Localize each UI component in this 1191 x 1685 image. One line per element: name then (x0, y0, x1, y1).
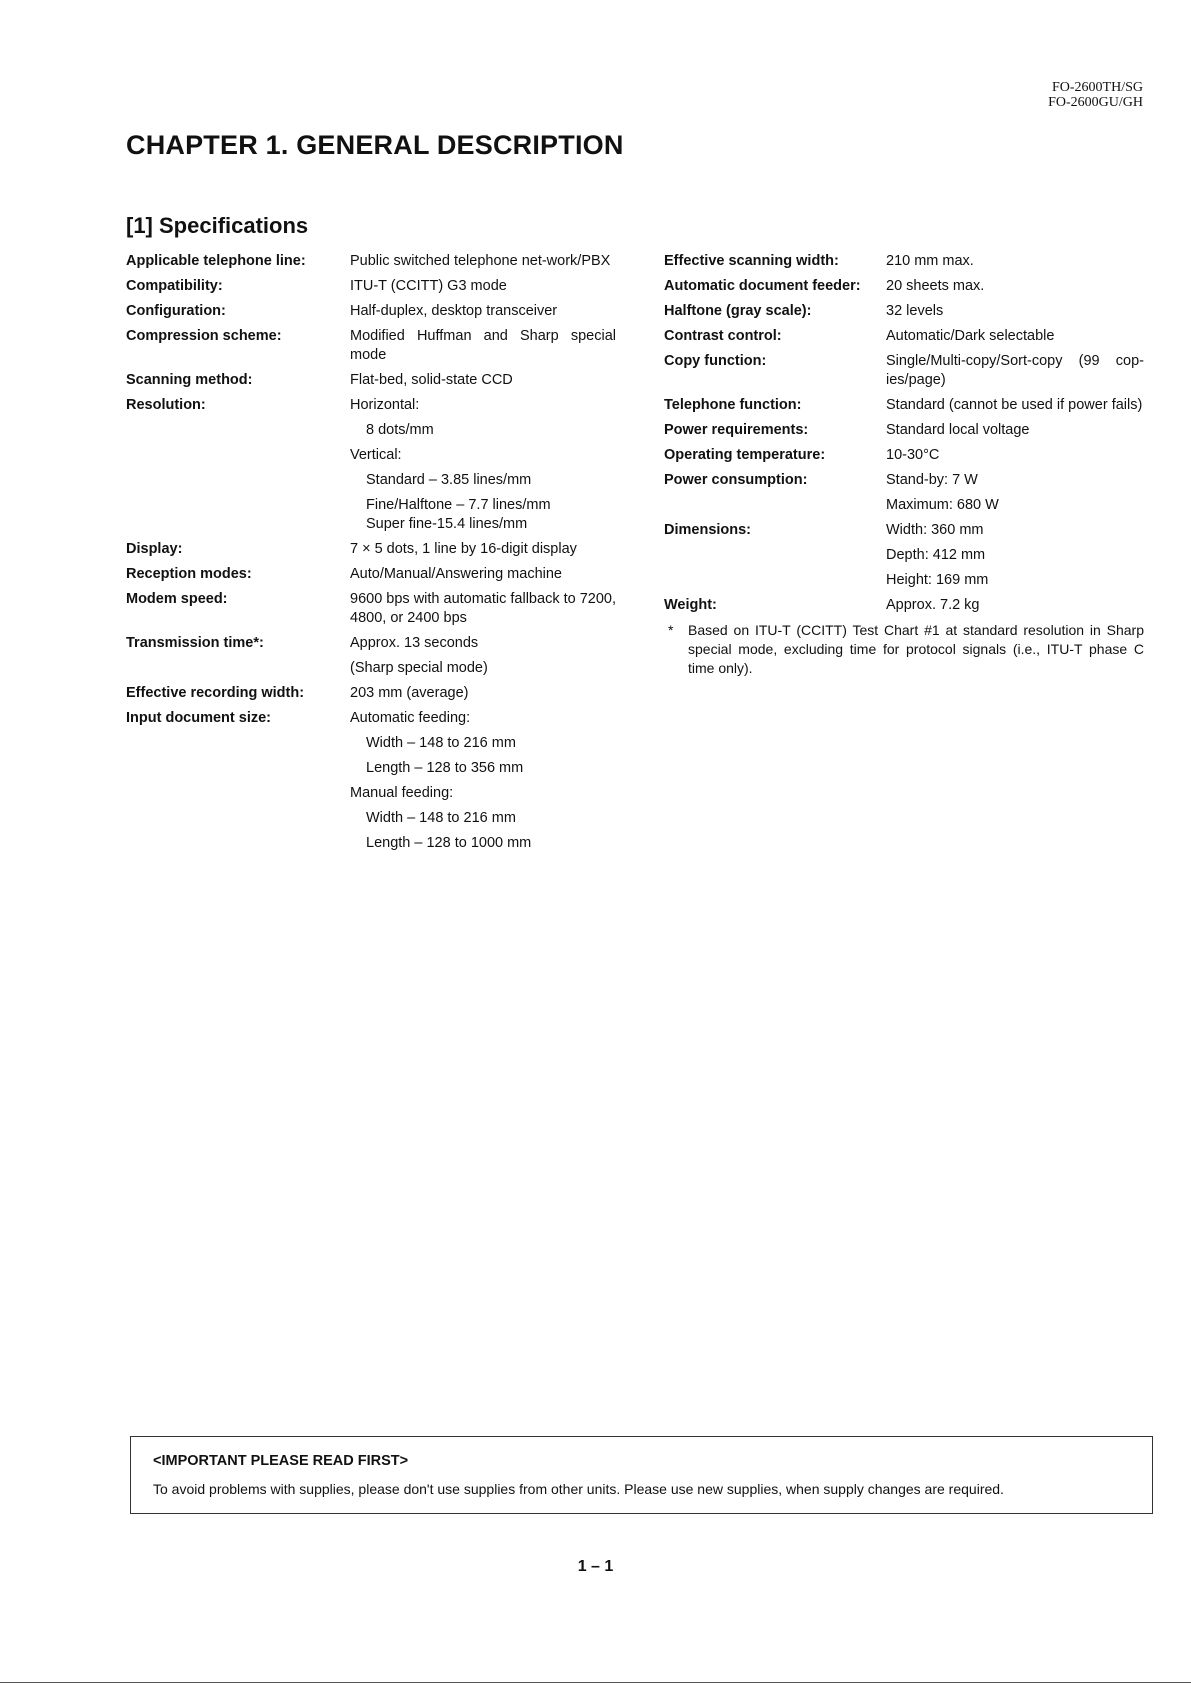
spec-value-line: Modified Huffman and Sharp special mode (350, 328, 616, 363)
spec-row-scanning-method (126, 371, 616, 390)
spec-value (886, 327, 1144, 346)
spec-value-line: Length – 128 to 1000 mm (366, 835, 532, 851)
spec-row-power-requirements (664, 421, 1144, 440)
spec-value (886, 396, 1144, 415)
spec-value (350, 634, 616, 678)
spec-row-halftone (664, 302, 1144, 321)
spec-value-line: 8 dots/mm (366, 422, 434, 438)
spec-label: Compression scheme: (126, 328, 282, 344)
spec-value (350, 540, 616, 559)
spec-value-line: Length – 128 to 356 mm (366, 760, 524, 776)
spec-value-line: Width – 148 to 216 mm (366, 735, 516, 751)
spec-row-telephone-function (664, 396, 1144, 415)
footnote (664, 621, 1144, 678)
spec-value-line: Standard – 3.85 lines/mm (366, 472, 532, 488)
spec-value-line: Width – 148 to 216 mm (366, 810, 516, 826)
spec-value-line: Approx. 7.2 kg (886, 597, 980, 613)
spec-label: Transmission time*: (126, 635, 264, 651)
spec-row-reception-modes (126, 565, 616, 584)
spec-value-line: 7 × 5 dots, 1 line by 16-digit display (350, 541, 577, 557)
spec-value-line: Horizontal: (350, 397, 420, 413)
spec-value-line: Vertical: (350, 447, 402, 463)
spec-value-line: Super fine-15.4 lines/mm (366, 516, 528, 532)
bottom-divider (0, 1682, 1191, 1683)
spec-value-line: Standard local voltage (886, 422, 1030, 438)
spec-value-line: 203 mm (average) (350, 685, 469, 701)
spec-value (350, 709, 616, 853)
spec-row-contrast-control (664, 327, 1144, 346)
page-number: 1 – 1 (577, 1558, 614, 1575)
spec-label: Power requirements: (664, 422, 809, 438)
spec-value (886, 302, 1144, 321)
spec-label: Automatic document feeder: (664, 278, 861, 294)
notice-title: <IMPORTANT PLEASE READ FIRST> (153, 1453, 409, 1469)
spec-value (350, 684, 616, 703)
spec-value (350, 590, 616, 628)
spec-value-line: ITU-T (CCITT) G3 mode (350, 278, 507, 294)
spec-value (886, 277, 1144, 296)
spec-label: Effective recording width: (126, 685, 305, 701)
spec-value-line: Half-duplex, desktop transceiver (350, 303, 558, 319)
spec-row-recording-width (126, 684, 616, 703)
spec-value-line: 210 mm max. (886, 253, 974, 269)
spec-value (886, 471, 1144, 515)
model-number-line: FO-2600GU/GH (1048, 95, 1143, 110)
spec-value-line: Standard (cannot be used if power fails) (886, 397, 1143, 413)
spec-label: Scanning method: (126, 372, 253, 388)
spec-label: Configuration: (126, 303, 226, 319)
spec-value-line: (Sharp special mode) (350, 660, 488, 676)
spec-label: Effective scanning width: (664, 253, 839, 269)
spec-row-operating-temperature (664, 446, 1144, 465)
spec-value-line: Width: 360 mm (886, 522, 984, 538)
spec-row-telephone-line (126, 252, 616, 271)
spec-label: Dimensions: (664, 522, 752, 538)
spec-value (886, 446, 1144, 465)
spec-label: Reception modes: (126, 566, 252, 582)
footnote-marker: * (668, 622, 674, 638)
spec-label: Contrast control: (664, 328, 782, 344)
spec-value-line: Public switched telephone net-work/PBX (350, 253, 611, 269)
spec-value (350, 327, 616, 365)
spec-row-resolution (126, 396, 616, 534)
spec-row-input-document-size (126, 709, 616, 853)
important-notice-box (130, 1436, 1153, 1514)
spec-value (886, 596, 1144, 615)
spec-value-line: 9600 bps with automatic fallback to 7200, 4800, or 2400 bps (350, 591, 616, 626)
spec-label: Modem speed: (126, 591, 228, 607)
spec-row-dimensions (664, 521, 1144, 590)
spec-value (350, 277, 616, 296)
notice-text: To avoid problems with supplies, please don't use supplies from other units. Please use new supplies, when supply changes are required. (153, 1481, 1004, 1497)
spec-value (350, 565, 616, 584)
footnote-text: Based on ITU-T (CCITT) Test Chart #1 at standard resolution in Sharp special mode, excluding time for protocol signals (i.e., ITU-T phase C time only). (688, 622, 1144, 676)
spec-row-compatibility (126, 277, 616, 296)
spec-value-line: Approx. 13 seconds (350, 635, 479, 651)
spec-row-scanning-width (664, 252, 1144, 271)
spec-value (350, 252, 616, 271)
spec-row-power-consumption (664, 471, 1144, 515)
spec-value (886, 352, 1144, 390)
spec-label: Power consumption: (664, 472, 808, 488)
spec-value (886, 252, 1144, 271)
spec-value-line: 32 levels (886, 303, 944, 319)
spec-value-line: Flat-bed, solid-state CCD (350, 372, 513, 388)
spec-label: Input document size: (126, 710, 271, 726)
spec-value-line: Single/Multi-copy/Sort-copy (99 cop-ies/page) (886, 353, 1144, 388)
specs-left-column (126, 252, 616, 859)
spec-value-line: Automatic feeding: (350, 710, 471, 726)
spec-row-display (126, 540, 616, 559)
chapter-title: CHAPTER 1. GENERAL DESCRIPTION (126, 130, 624, 160)
spec-label: Halftone (gray scale): (664, 303, 812, 319)
spec-value (350, 371, 616, 390)
spec-row-configuration (126, 302, 616, 321)
model-number-line: FO-2600TH/SG (1051, 80, 1143, 95)
specs-right-column (664, 252, 1144, 678)
model-number-header (1048, 80, 1143, 110)
spec-value-line: Automatic/Dark selectable (886, 328, 1055, 344)
spec-value-line: Fine/Halftone – 7.7 lines/mm (366, 497, 551, 513)
spec-row-transmission-time (126, 634, 616, 678)
spec-value (350, 302, 616, 321)
spec-value-line: 20 sheets max. (886, 278, 985, 294)
spec-value-line: Auto/Manual/Answering machine (350, 566, 562, 582)
spec-row-weight (664, 596, 1144, 615)
spec-label: Weight: (664, 597, 717, 613)
spec-label: Applicable telephone line: (126, 253, 306, 269)
spec-value (350, 396, 616, 534)
spec-value-line: Manual feeding: (350, 785, 454, 801)
spec-label: Display: (126, 541, 183, 557)
spec-value-line: Depth: 412 mm (886, 547, 986, 563)
spec-value-line: Maximum: 680 W (886, 497, 999, 513)
spec-value (886, 421, 1144, 440)
spec-row-document-feeder (664, 277, 1144, 296)
spec-row-copy-function (664, 352, 1144, 390)
spec-value-line: 10-30°C (886, 447, 940, 463)
spec-label: Resolution: (126, 397, 206, 413)
spec-value-line: Height: 169 mm (886, 572, 989, 588)
spec-label: Telephone function: (664, 397, 802, 413)
spec-label: Compatibility: (126, 278, 223, 294)
spec-value (886, 521, 1144, 590)
spec-row-modem-speed (126, 590, 616, 628)
spec-label: Operating temperature: (664, 447, 826, 463)
spec-value-line: Stand-by: 7 W (886, 472, 978, 488)
spec-row-compression (126, 327, 616, 365)
spec-label: Copy function: (664, 353, 767, 369)
section-title: [1] Specifications (126, 213, 309, 238)
